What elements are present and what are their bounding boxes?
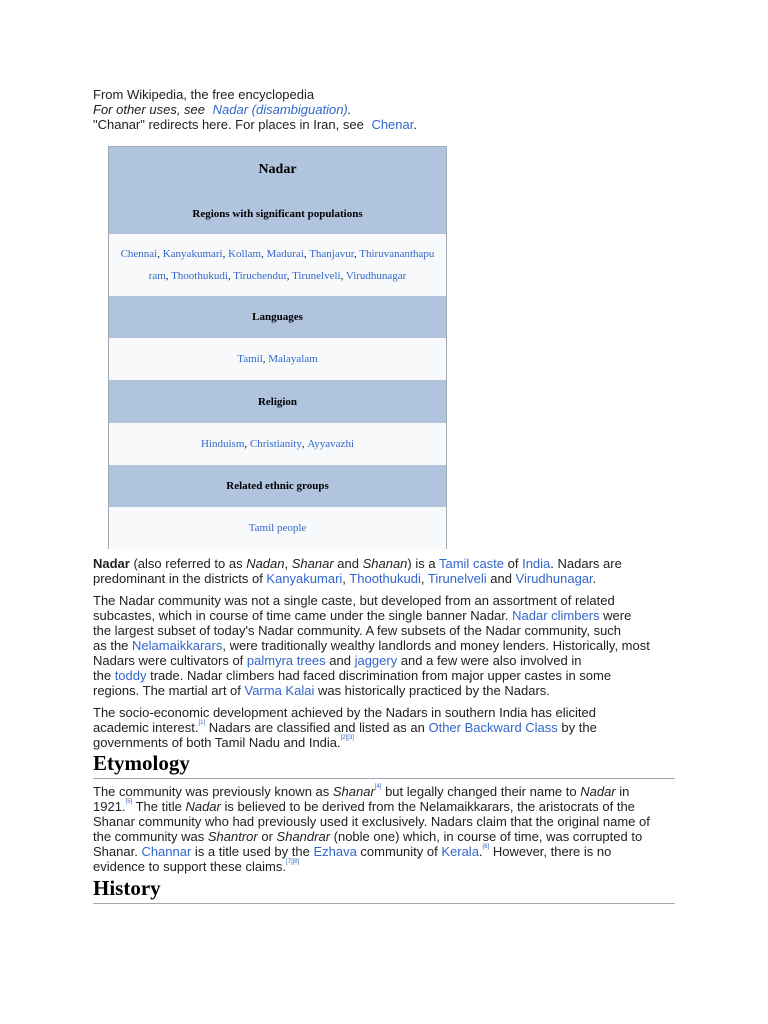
region-link[interactable]: Kollam [228,248,262,260]
citation-link[interactable]: [5] [125,799,133,805]
infobox-languages-heading: Languages [109,296,446,338]
virudhunagar-link[interactable]: Virudhunagar [515,571,593,586]
language-link[interactable]: Tamil [237,353,263,365]
citation-link[interactable]: [6] [482,844,490,850]
infobox-religion: Hinduism , Christianity , Ayyavazhi [109,423,446,465]
nadar-climbers-link[interactable]: Nadar climbers [512,608,600,623]
regions-line-2: ram, Thoothukudi, Tiruchendur, Tirunelveli, Virudhunagar [148,270,407,282]
region-link[interactable]: Kanyakumari [162,248,223,260]
region-link[interactable]: Chennai [120,248,158,260]
kanyakumari-link[interactable]: Kanyakumari [266,571,343,586]
source-note: From Wikipedia, the free encyclopedia [93,87,315,102]
related-link[interactable]: Tamil people [248,522,307,534]
intro-paragraph-3: The socio-economic development achieved by the Nadars in southern India has elicited academic interest.[1] Nadars are classified and listed as an Other Backward Class by the governments of both Tamil Nadu and India.[2][3] [93,705,597,750]
jaggery-link[interactable]: jaggery [354,653,398,668]
infobox [108,146,447,549]
hatnote-disambiguation: For other uses, see Nadar (disambiguation). [93,102,352,117]
language-link[interactable]: Malayalam [268,353,318,365]
citation-link[interactable]: [2][3] [340,735,354,741]
religion-link[interactable]: Hinduism [201,438,245,450]
citation-link[interactable]: [1] [198,720,206,726]
caste-link[interactable]: caste [472,556,505,571]
intro-paragraph-1: Nadar (also referred to as Nadan, Shanar and Shanan) is a Tamil caste of India. Nadars are predominant in the districts of Kanyakumari, Thoothukudi, Tirunelveli and Virudhunagar. [93,556,622,586]
india-link[interactable]: India [522,556,551,571]
region-link[interactable]: Thanjavur [309,248,354,260]
hatnote-chanar: "Chanar" redirects here. For places in Iran, see Chenar. [93,117,417,132]
religion-link[interactable]: Christianity [249,438,302,450]
kerala-link[interactable]: Kerala [441,844,479,859]
palmyra-trees-link[interactable]: palmyra trees [246,653,326,668]
nelamaikkarars-link[interactable]: Nelamaikkarars [132,638,223,653]
etymology-section [93,784,677,874]
citation-link[interactable]: [7][8] [285,859,300,865]
disambiguation-link[interactable]: Nadar (disambiguation) [212,102,348,117]
other-backward-class-link[interactable]: Other Backward Class [428,720,558,735]
region-link[interactable]: Virudhunagar [345,270,407,282]
region-link[interactable]: Thiruvananthapu [359,248,435,260]
infobox-regions [109,234,446,296]
article-body [93,556,677,750]
tamil-link[interactable]: Tamil [438,556,470,571]
hatnotes [93,87,693,132]
religion-link[interactable]: Ayyavazhi [307,438,354,450]
regions-line-1: Chennai, Kanyakumari, Kollam, Madurai, Thanjavur, Thiruvananthapu [120,248,435,260]
region-link[interactable]: Tirunelveli [292,270,341,282]
infobox-related [109,507,446,549]
infobox-languages: Tamil , Malayalam [109,338,446,380]
citation-link[interactable]: [4] [374,784,382,790]
thoothukudi-link[interactable]: Thoothukudi [349,571,421,586]
intro-paragraph-2: The Nadar community was not a single caste, but developed from an assortment of related subcastes, which in course of time came under the single banner Nadar. Nadar climbers were the largest subset of today's Nadar community. A few subsets of the Nadar community, such as the Nelamaikkarars, were traditionally wealthy landlords and money lenders. Historically, most Nadars were cultivators of palmyra trees and jaggery and a few were also involved in the toddy trade. Nadar climbers had faced discrimination from major upper castes in some regions. The martial art of Varma Kalai was historically practiced by the Nadars. [93,593,650,698]
etymology-paragraph: The community was previously known as Shanar[4] but legally changed their name to Nadar in 1921.[5] The title Nadar is believed to be derived from the Nelamaikkarars, the aristocrats of the Shanar community who had previously used it exclusively. Nadars claim that the original name of the community was Shantror or Shandrar (noble one) which, in course of time, was corrupted to Shanar. Channar is a title used by the Ezhava community of Kerala.[6] However, there is no evidence to support these claims.[7][8] [93,784,650,874]
channar-link[interactable]: Channar [141,844,192,859]
region-link[interactable]: Madurai [266,248,304,260]
region-link[interactable]: ram [148,270,166,282]
region-link[interactable]: Tiruchendur [233,270,287,282]
ezhava-link[interactable]: Ezhava [313,844,357,859]
infobox-title: Nadar [109,147,446,193]
chenar-link[interactable]: Chenar [371,117,414,132]
etymology-heading: Etymology [93,751,675,779]
infobox-religion-heading: Religion [109,380,446,423]
infobox-regions-heading: Regions with significant populations [109,193,446,234]
infobox-related-heading: Related ethnic groups [109,465,446,507]
tirunelveli-link[interactable]: Tirunelveli [427,571,487,586]
toddy-link[interactable]: toddy [114,668,147,683]
varma-kalai-link[interactable]: Varma Kalai [244,683,315,698]
history-heading: History [93,876,675,904]
region-link[interactable]: Thoothukudi [171,270,228,282]
